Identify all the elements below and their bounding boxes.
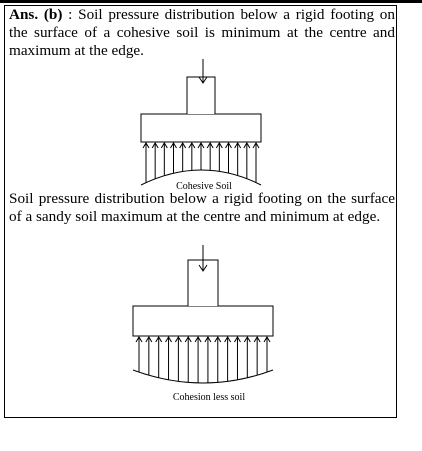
answer-label: Ans. (b)	[9, 6, 63, 23]
cohesive-soil-figure	[130, 55, 280, 195]
top-rule	[0, 0, 422, 3]
cohesive-caption: Cohesive Soil	[176, 181, 232, 192]
answer-paragraph-cohesive	[9, 6, 395, 60]
cohesive-footing-outline	[141, 114, 261, 142]
cohesionless-caption: Cohesion less soil	[172, 392, 246, 403]
cohesive-text: Soil pressure distribution below a rigid footing on the surface of a cohesive soil is minimum at the centre and maximum at the edge.	[9, 6, 395, 59]
sandy-text: Soil pressure distribution below a rigid footing on the surface of a sandy soil maximum at the centre and minimum at edge.	[9, 190, 395, 225]
cohesionless-pressure-arrows	[136, 337, 270, 383]
cohesive-column-outline	[187, 77, 215, 114]
answer-paragraph-sandy	[9, 190, 395, 226]
answer-separator: :	[62, 6, 79, 23]
cohesionless-footing-outline	[133, 306, 273, 336]
cohesionless-soil-figure	[125, 245, 285, 410]
cohesionless-pressure-curve	[133, 370, 273, 383]
